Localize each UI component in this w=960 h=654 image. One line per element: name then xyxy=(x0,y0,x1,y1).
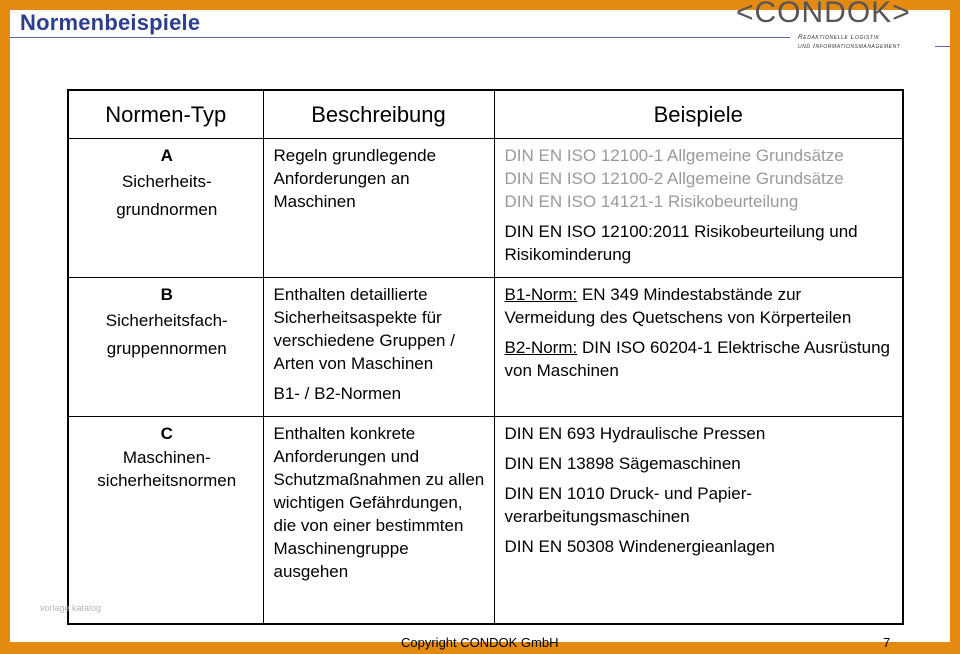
description-cell-c xyxy=(263,417,494,624)
type-cell-b xyxy=(68,278,263,417)
table-row-a xyxy=(68,139,903,278)
logo-tagline xyxy=(798,33,900,51)
example-c-1: DIN EN 693 Hydraulische Pressen xyxy=(504,424,766,443)
title-underline-right xyxy=(935,46,950,47)
description-b-2: B1- / B2-Normen xyxy=(273,384,402,403)
footer-copyright: Copyright CONDOK GmbH xyxy=(401,635,559,650)
table-header-row xyxy=(68,90,903,139)
type-name-c-line1: Maschinen- xyxy=(122,448,211,467)
logo-tagline-line2: und Informationsmanagement xyxy=(798,43,901,50)
type-letter-c: C xyxy=(160,424,173,443)
type-letter-a: A xyxy=(160,146,173,165)
type-cell-c xyxy=(68,417,263,624)
example-c-3: DIN EN 1010 Druck- und Papier-verarbeitungsmaschinen xyxy=(504,484,753,526)
examples-cell-b xyxy=(494,278,903,417)
example-a-grey-1: DIN EN ISO 12100-1 Allgemeine Grundsätze xyxy=(504,146,844,165)
watermark-text: vorlage katalog xyxy=(40,603,102,613)
description-b-1: Enthalten detaillierte Sicherheitsaspekte für verschiedene Gruppen / Arten von Maschinen xyxy=(273,285,455,373)
company-logo: <CONDOK> xyxy=(736,0,911,29)
example-b1 xyxy=(505,283,895,329)
example-b1-label: B1-Norm: xyxy=(504,285,578,304)
description-a: Regeln grundlegende Anforderungen an Maschinen xyxy=(273,146,437,211)
example-a-grey-2: DIN EN ISO 12100-2 Allgemeine Grundsätze xyxy=(504,169,844,188)
column-header-type: Normen-Typ xyxy=(68,90,263,139)
example-c-4: DIN EN 50308 Windenergieanlagen xyxy=(504,537,775,556)
example-b1-text: EN 349 Mindestabstände zur Vermeidung des Quetschens von Körperteilen xyxy=(504,285,852,327)
type-cell-a xyxy=(68,139,263,278)
type-name-b-line2: gruppennormen xyxy=(106,339,227,358)
table-row-c xyxy=(68,417,903,624)
examples-cell-c xyxy=(494,417,903,624)
type-name-a-line2: grundnormen xyxy=(116,200,218,219)
description-cell-a xyxy=(263,139,494,278)
table-row-b xyxy=(68,278,903,417)
logo-tagline-line1: Redaktionelle Logistik xyxy=(798,34,880,41)
norms-table xyxy=(67,89,904,625)
example-b2 xyxy=(505,336,895,382)
example-a-grey-3: DIN EN ISO 14121-1 Risikobeurteilung xyxy=(504,192,799,211)
type-name-a-line1: Sicherheits- xyxy=(121,172,212,191)
column-header-examples: Beispiele xyxy=(494,90,903,139)
page-title: Normenbeispiele xyxy=(20,10,201,35)
example-a-main: DIN EN ISO 12100:2011 Risikobeurteilung und Risikominderung xyxy=(504,222,858,264)
slide xyxy=(10,0,950,650)
examples-cell-a xyxy=(494,139,903,278)
type-name-c-line2: sicherheitsnormen xyxy=(97,471,237,490)
description-cell-b xyxy=(263,278,494,417)
column-header-description: Beschreibung xyxy=(263,90,494,139)
example-b2-text: DIN ISO 60204-1 Elektrische Ausrüstung von Maschinen xyxy=(504,338,890,380)
title-underline xyxy=(10,37,790,38)
example-c-2: DIN EN 13898 Sägemaschinen xyxy=(504,454,741,473)
example-b2-label: B2-Norm: xyxy=(504,338,578,357)
type-name-b-line1: Sicherheitsfach- xyxy=(105,311,228,330)
description-c: Enthalten konkrete Anforderungen und Schutzmaßnahmen zu allen wichtigen Gefährdungen, die von einer bestimmten Maschinengruppe ausgehen xyxy=(273,424,485,581)
page-number: 7 xyxy=(883,635,891,650)
type-letter-b: B xyxy=(160,285,173,304)
